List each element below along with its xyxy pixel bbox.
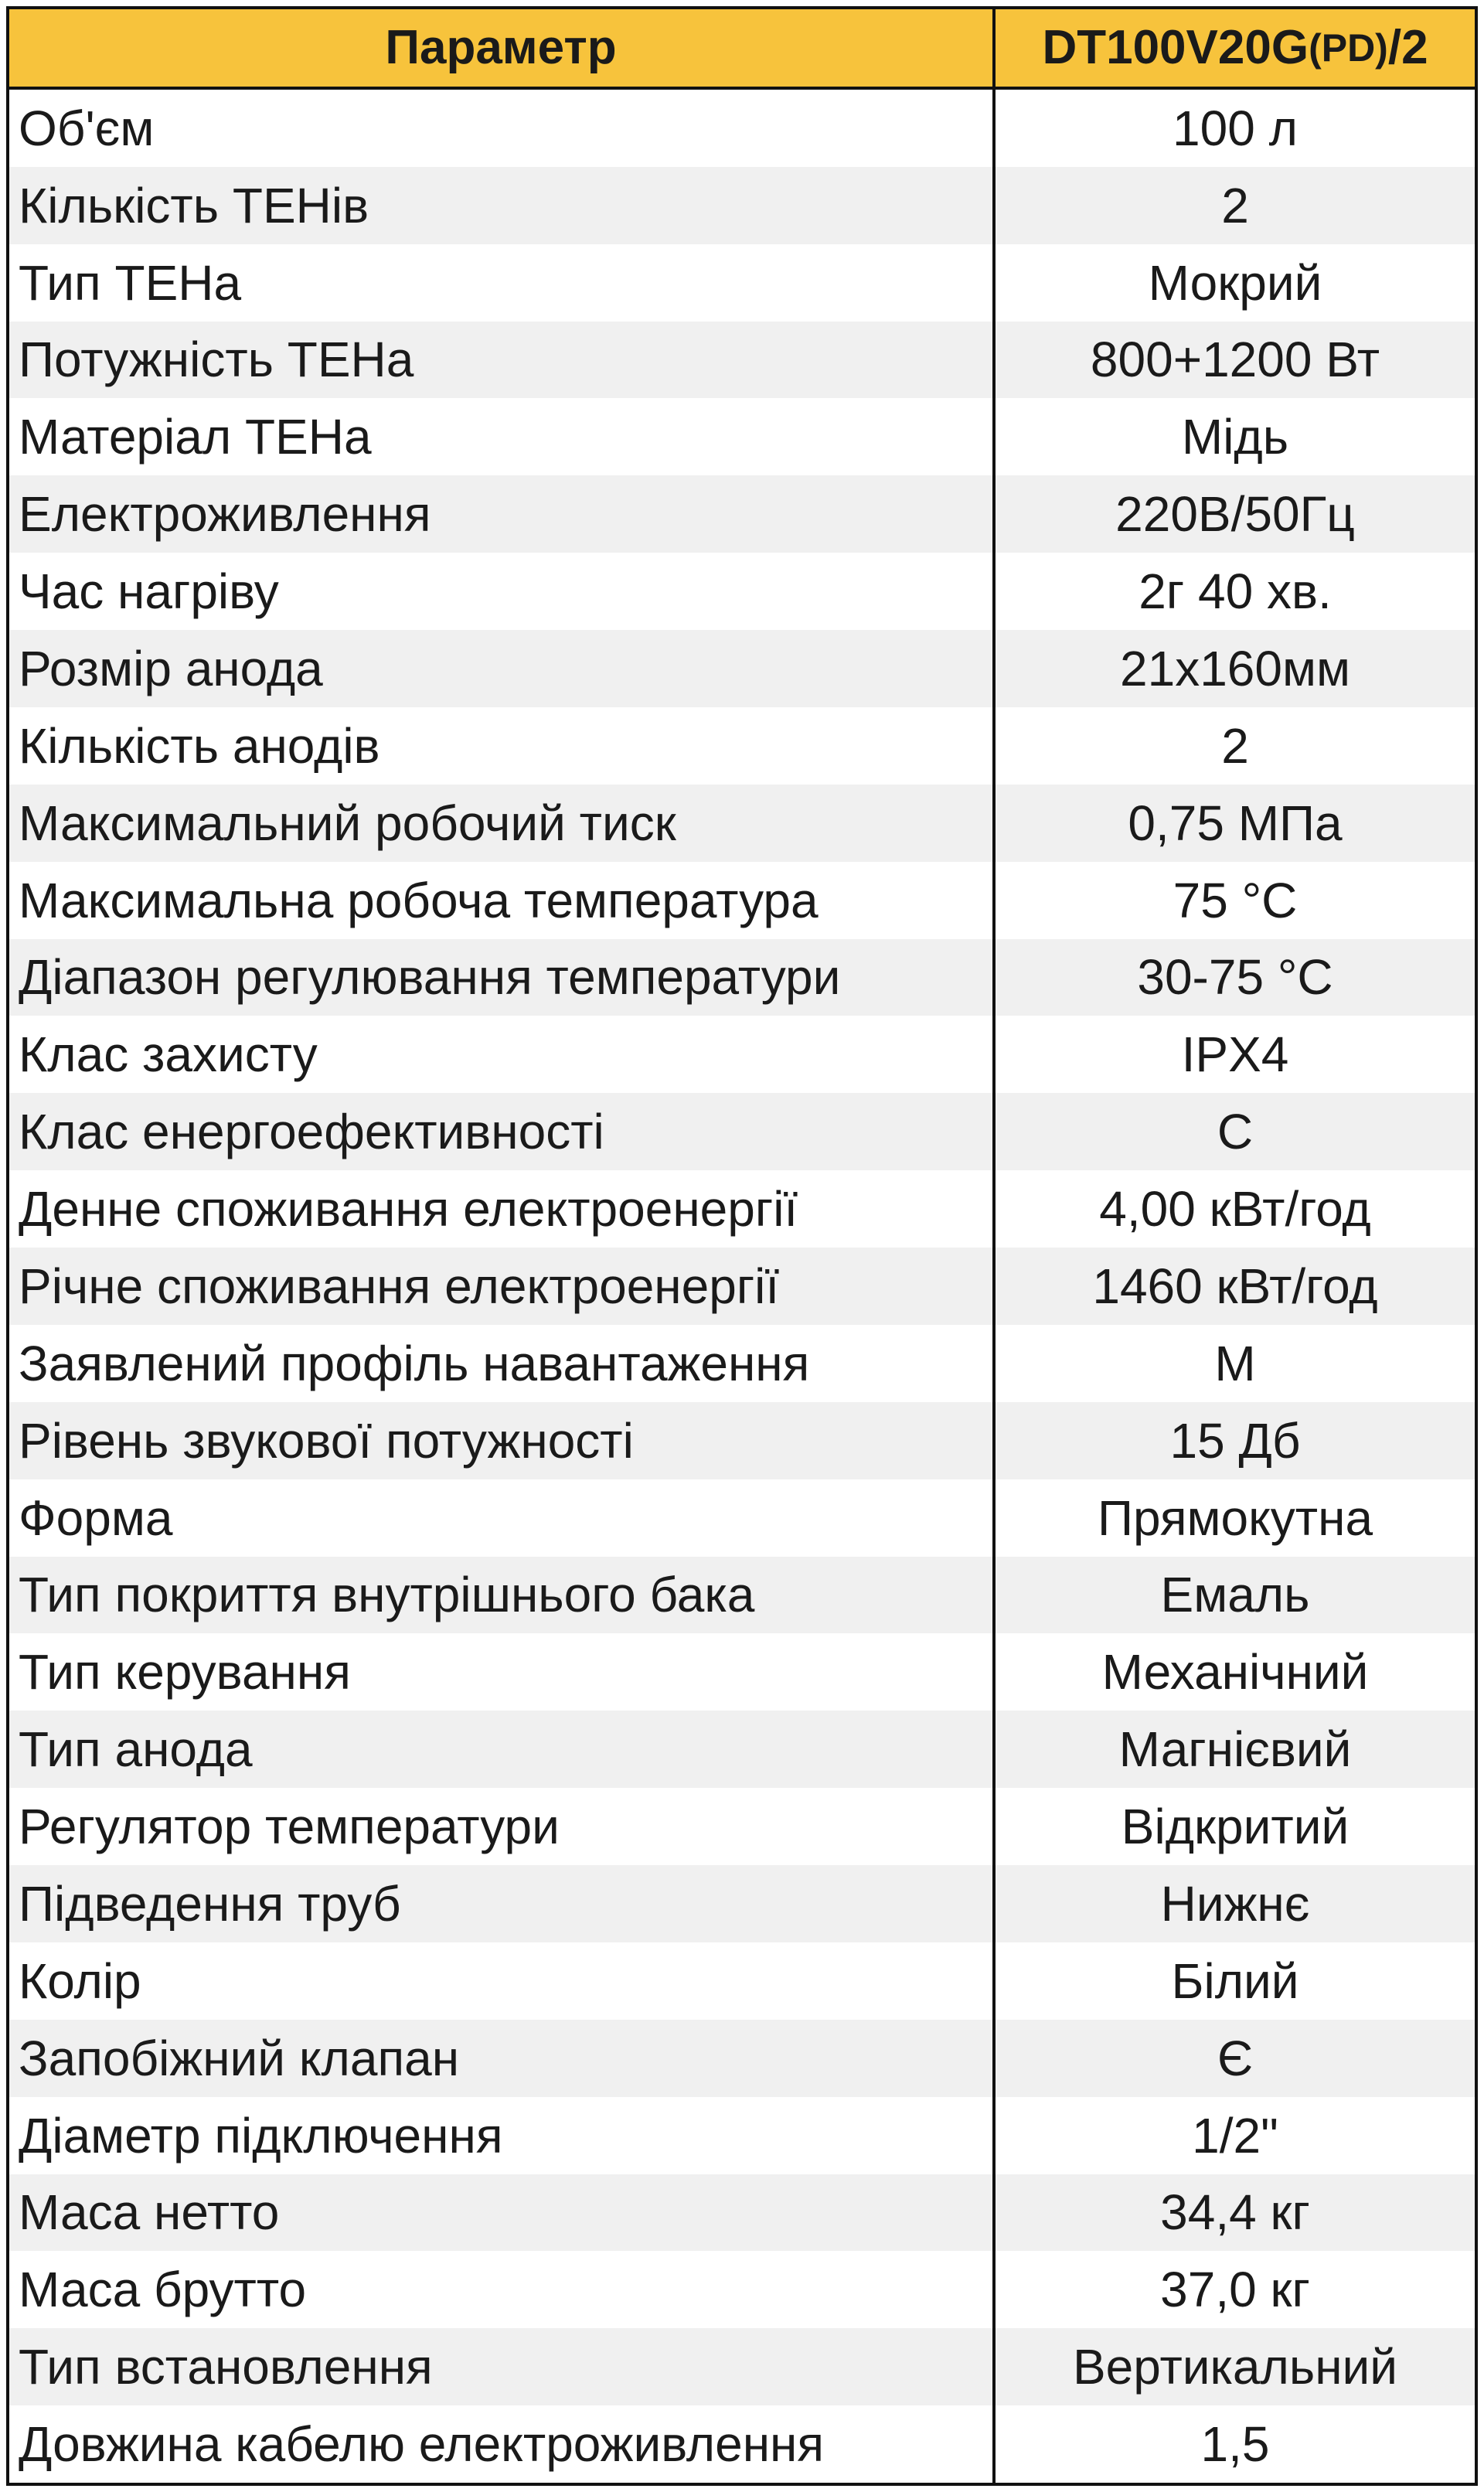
value-cell: 800+1200 Вт [1090, 332, 1380, 388]
table-row [9, 1711, 1475, 1788]
parameter-cell: Діаметр підключення [9, 2097, 996, 2174]
parameter-cell: Підведення труб [9, 1865, 996, 1942]
parameter-cell: Клас захисту [9, 1016, 996, 1093]
parameter-cell: Тип покриття внутрішнього бака [9, 1557, 996, 1634]
value-cell: Нижнє [1160, 1875, 1310, 1932]
parameter-cell: Матеріал ТЕНа [9, 398, 996, 475]
table-row [9, 2020, 1475, 2097]
value-cell: Вертикальний [1072, 2339, 1398, 2395]
value-cell: 2г 40 хв. [1139, 563, 1332, 620]
spec-table [6, 6, 1478, 2486]
table-row [9, 475, 1475, 553]
table-row [9, 2097, 1475, 2174]
table-row [9, 553, 1475, 630]
parameter-cell: Форма [9, 1479, 996, 1557]
parameter-cell: Маса нетто [9, 2174, 996, 2252]
value-cell: 1460 кВт/год [1092, 1258, 1378, 1314]
table-row [9, 90, 1475, 167]
parameter-cell: Час нагріву [9, 553, 996, 630]
table-row [9, 2328, 1475, 2405]
parameter-cell: Тип ТЕНа [9, 244, 996, 322]
value-cell: Емаль [1160, 1567, 1310, 1623]
parameter-cell: Діапазон регулювання температури [9, 939, 996, 1016]
table-row [9, 1402, 1475, 1479]
parameter-cell: Кількість анодів [9, 707, 996, 785]
table-row [9, 244, 1475, 322]
parameter-cell: Тип анода [9, 1711, 996, 1788]
value-cell: Мокрий [1148, 254, 1322, 311]
table-row [9, 322, 1475, 399]
value-cell: Відкритий [1121, 1799, 1350, 1855]
table-row [9, 2405, 1475, 2483]
value-cell: 2 [1221, 717, 1249, 774]
table-row [9, 862, 1475, 939]
value-cell: 2 [1221, 177, 1249, 233]
value-cell: 37,0 кг [1160, 2262, 1310, 2318]
parameter-cell: Розмір анода [9, 630, 996, 707]
table-row [9, 398, 1475, 475]
value-cell: 75 °С [1173, 872, 1298, 928]
value-cell: Є [1217, 2030, 1253, 2086]
value-cell: 1,5 [1200, 2416, 1270, 2473]
table-row [9, 1093, 1475, 1170]
table-row [9, 1248, 1475, 1325]
parameter-cell: Запобіжний клапан [9, 2020, 996, 2097]
parameter-cell: Заявлений профіль навантаження [9, 1325, 996, 1402]
value-cell: Мідь [1181, 409, 1289, 465]
table-row [9, 1633, 1475, 1711]
table-row [9, 1016, 1475, 1093]
parameter-cell: Кількість ТЕНів [9, 167, 996, 244]
table-row [9, 1788, 1475, 1865]
parameter-cell: Рівень звукової потужності [9, 1402, 996, 1479]
value-cell: Прямокутна [1097, 1489, 1373, 1546]
table-row [9, 167, 1475, 244]
table-row [9, 1557, 1475, 1634]
table-row [9, 630, 1475, 707]
header-model [996, 9, 1475, 87]
table-row [9, 1325, 1475, 1402]
header-model-tail: /2 [1387, 21, 1428, 75]
value-cell: 220В/50Гц [1115, 486, 1355, 543]
table-row [9, 785, 1475, 862]
value-cell: 4,00 кВт/год [1099, 1181, 1371, 1237]
table-header-row [9, 9, 1475, 90]
header-model-suffix: (PD) [1309, 26, 1388, 70]
value-cell: 21x160мм [1120, 640, 1350, 696]
value-cell: M [1214, 1335, 1256, 1391]
parameter-cell: Електроживлення [9, 475, 996, 553]
value-cell: IPX4 [1181, 1026, 1289, 1083]
parameter-cell: Тип керування [9, 1633, 996, 1711]
value-cell: 0,75 МПа [1128, 795, 1343, 851]
table-row [9, 1865, 1475, 1942]
value-cell: 15 Дб [1169, 1412, 1301, 1469]
value-cell: Магнієвий [1118, 1721, 1352, 1778]
value-cell: Механічний [1101, 1644, 1369, 1700]
parameter-cell: Річне споживання електроенергії [9, 1248, 996, 1325]
value-cell: 100 л [1173, 100, 1298, 156]
parameter-cell: Тип встановлення [9, 2328, 996, 2405]
value-cell: 30-75 °С [1137, 949, 1333, 1006]
table-row [9, 939, 1475, 1016]
value-cell: Білий [1171, 1952, 1299, 2009]
table-row [9, 1170, 1475, 1248]
parameter-cell: Маса брутто [9, 2251, 996, 2328]
header-parameter: Параметр [9, 9, 996, 87]
parameter-cell: Клас енергоефективності [9, 1093, 996, 1170]
value-cell: 1/2" [1192, 2107, 1278, 2163]
value-cell: 34,4 кг [1160, 2184, 1310, 2241]
value-cell: C [1217, 1104, 1254, 1160]
table-row [9, 1942, 1475, 2020]
parameter-cell: Денне споживання електроенергії [9, 1170, 996, 1248]
table-row [9, 2251, 1475, 2328]
parameter-cell: Потужність ТЕНа [9, 322, 996, 399]
parameter-cell: Довжина кабелю електроживлення [9, 2405, 996, 2483]
table-row [9, 1479, 1475, 1557]
parameter-cell: Максимальний робочий тиск [9, 785, 996, 862]
parameter-cell: Регулятор температури [9, 1788, 996, 1865]
parameter-cell: Об'єм [9, 90, 996, 167]
header-model-main: DT100V20G [1042, 21, 1309, 75]
parameter-cell: Колір [9, 1942, 996, 2020]
parameter-cell: Максимальна робоча температура [9, 862, 996, 939]
table-row [9, 2174, 1475, 2252]
table-row [9, 707, 1475, 785]
